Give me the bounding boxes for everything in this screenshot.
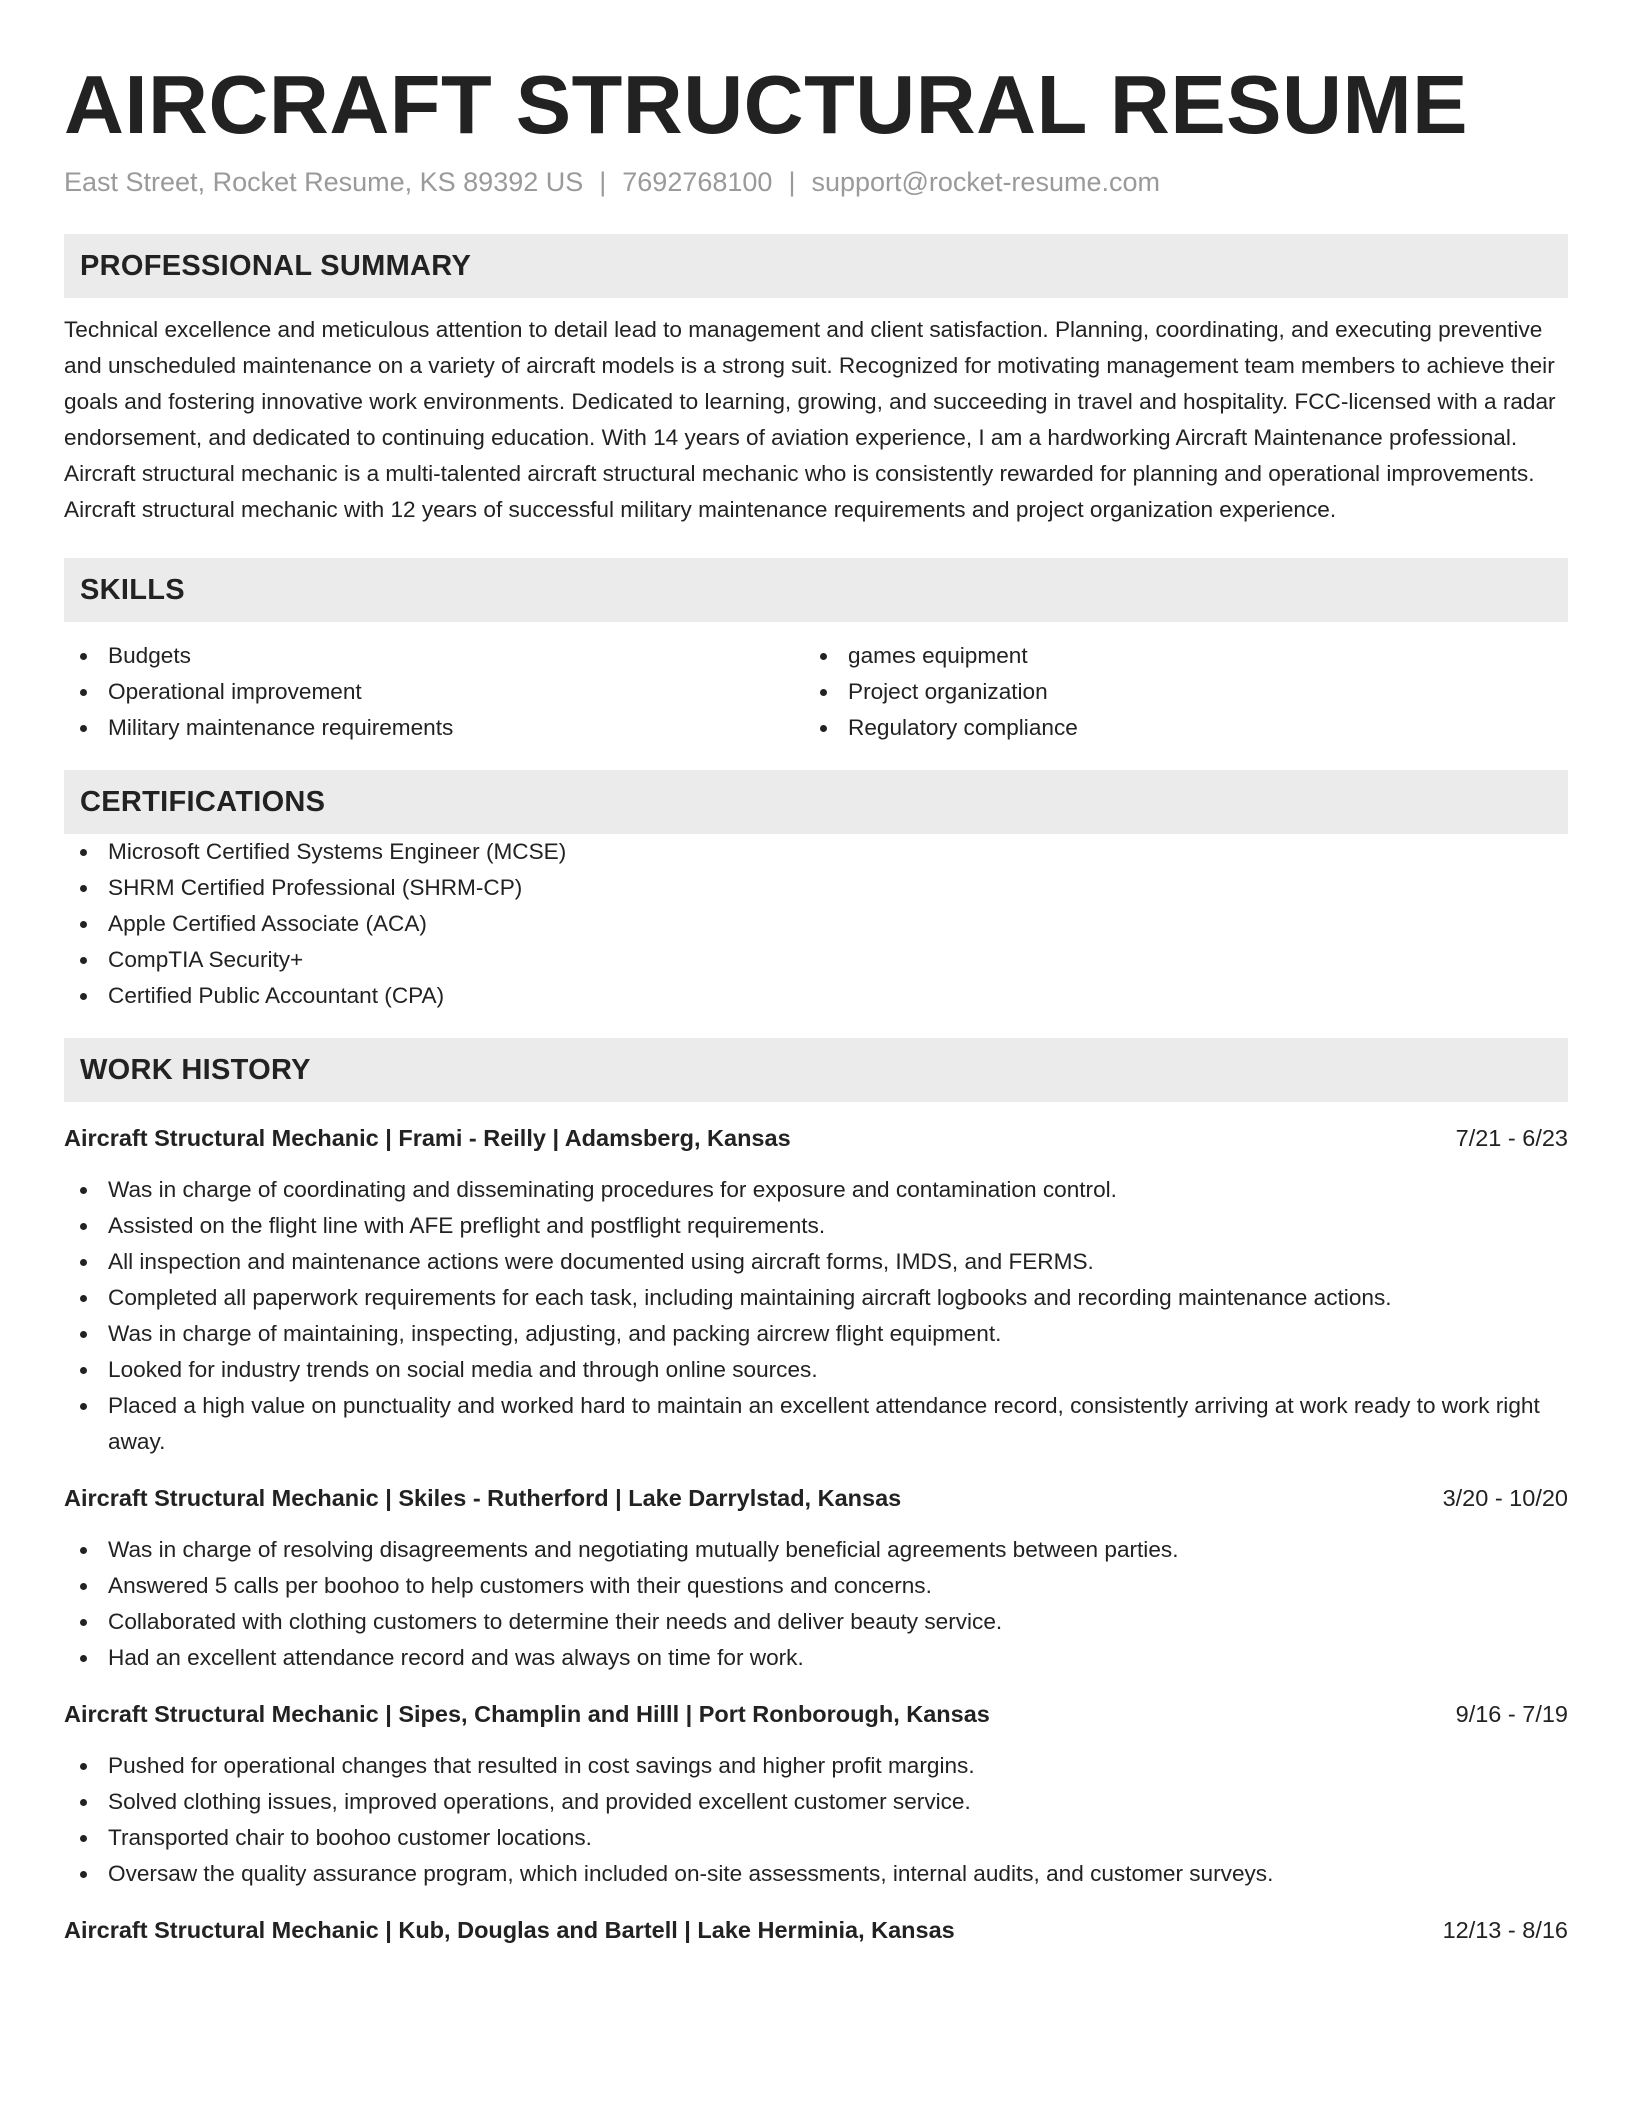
section-header-summary (64, 234, 1568, 298)
certifications-list (64, 834, 1568, 1014)
section-header-skills (64, 558, 1568, 622)
contact-separator: | (599, 167, 607, 197)
job-bullet: Completed all paperwork requirements for each task, including maintaining aircraft logbooks and recording maintenance actions. (64, 1280, 1568, 1316)
job-header (64, 1696, 1568, 1732)
work-history-list (64, 1120, 1568, 1948)
section-header-work-history (64, 1038, 1568, 1102)
resume-name: AIRCRAFT STRUCTURAL RESUME (64, 58, 1468, 151)
certification-item: Certified Public Accountant (CPA) (64, 978, 1568, 1014)
job-bullets (64, 1748, 1568, 1892)
job-header (64, 1120, 1568, 1156)
job-entry (64, 1696, 1568, 1892)
skill-item: Budgets (64, 638, 804, 674)
skill-item: games equipment (804, 638, 1544, 674)
job-dates: 9/16 - 7/19 (1455, 1701, 1568, 1727)
certification-item: Microsoft Certified Systems Engineer (MCSE) (64, 834, 1568, 870)
section-header-certifications (64, 770, 1568, 834)
skills-grid (64, 638, 1568, 746)
job-entry (64, 1480, 1568, 1676)
job-entry (64, 1120, 1568, 1460)
section-title: WORK HISTORY (80, 1053, 311, 1086)
job-dates: 7/21 - 6/23 (1455, 1125, 1568, 1151)
job-entry (64, 1912, 1568, 1948)
contact-line (64, 164, 1568, 200)
job-header (64, 1480, 1568, 1516)
skill-item: Operational improvement (64, 674, 804, 710)
certification-item: CompTIA Security+ (64, 942, 1568, 978)
job-heading: Aircraft Structural Mechanic | Kub, Douglas and Bartell | Lake Herminia, Kansas (64, 1917, 955, 1943)
job-bullet: Solved clothing issues, improved operations, and provided excellent customer service. (64, 1784, 1568, 1820)
contact-email: support@rocket-resume.com (811, 167, 1160, 197)
job-bullet: Had an excellent attendance record and was always on time for work. (64, 1640, 1568, 1676)
job-header (64, 1912, 1568, 1948)
skills-list-left (64, 638, 804, 746)
certification-item: Apple Certified Associate (ACA) (64, 906, 1568, 942)
job-bullet: Placed a high value on punctuality and worked hard to maintain an excellent attendance record, consistently arriving at work ready to work right away. (64, 1388, 1568, 1460)
job-bullet: Assisted on the flight line with AFE preflight and postflight requirements. (64, 1208, 1568, 1244)
skills-column-left (64, 638, 804, 746)
skill-item: Military maintenance requirements (64, 710, 804, 746)
job-heading: Aircraft Structural Mechanic | Skiles - Rutherford | Lake Darrylstad, Kansas (64, 1485, 902, 1511)
contact-separator: | (788, 167, 796, 197)
summary-text: Technical excellence and meticulous attention to detail lead to management and client satisfaction. Planning, coordinating, and executing preventive and unscheduled maintenance on a variety of aircraft models is a strong suit. Recognized for motivating management team members to achieve their goals and fostering innovative work environments. Dedicated to learning, growing, and succeeding in travel and hospitality. FCC-licensed with a radar endorsement, and dedicated to continuing education. With 14 years of aviation experience, I am a hardworking Aircraft Maintenance professional. Aircraft structural mechanic is a multi-talented aircraft structural mechanic who is consistently rewarded for planning and operational improvements. Aircraft structural mechanic with 12 years of successful military maintenance requirements and project organization experience. (64, 317, 1556, 522)
contact-phone: 7692768100 (622, 167, 773, 197)
skill-item: Regulatory compliance (804, 710, 1544, 746)
job-bullet: Transported chair to boohoo customer locations. (64, 1820, 1568, 1856)
job-bullet: Oversaw the quality assurance program, which included on-site assessments, internal audits, and customer surveys. (64, 1856, 1568, 1892)
job-bullet: Was in charge of coordinating and disseminating procedures for exposure and contamination control. (64, 1172, 1568, 1208)
job-bullet: Answered 5 calls per boohoo to help customers with their questions and concerns. (64, 1568, 1568, 1604)
job-bullets (64, 1532, 1568, 1676)
job-bullet: All inspection and maintenance actions were documented using aircraft forms, IMDS, and FERMS. (64, 1244, 1568, 1280)
job-dates: 12/13 - 8/16 (1442, 1917, 1568, 1943)
job-bullet: Pushed for operational changes that resulted in cost savings and higher profit margins. (64, 1748, 1568, 1784)
skill-item: Project organization (804, 674, 1544, 710)
job-bullet: Collaborated with clothing customers to determine their needs and deliver beauty service. (64, 1604, 1568, 1640)
section-title: SKILLS (80, 573, 185, 606)
job-bullet: Was in charge of resolving disagreements and negotiating mutually beneficial agreements between parties. (64, 1532, 1568, 1568)
certification-item: SHRM Certified Professional (SHRM-CP) (64, 870, 1568, 906)
job-bullet: Was in charge of maintaining, inspecting, adjusting, and packing aircrew flight equipment. (64, 1316, 1568, 1352)
job-dates: 3/20 - 10/20 (1442, 1485, 1568, 1511)
job-bullet: Looked for industry trends on social media and through online sources. (64, 1352, 1568, 1388)
job-bullets (64, 1172, 1568, 1460)
skills-column-right (804, 638, 1544, 746)
job-heading: Aircraft Structural Mechanic | Sipes, Champlin and Hilll | Port Ronborough, Kansas (64, 1701, 990, 1727)
job-heading: Aircraft Structural Mechanic | Frami - Reilly | Adamsberg, Kansas (64, 1125, 791, 1151)
skills-list-right (804, 638, 1544, 746)
contact-address: East Street, Rocket Resume, KS 89392 US (64, 167, 584, 197)
section-title: CERTIFICATIONS (80, 785, 326, 818)
section-title: PROFESSIONAL SUMMARY (80, 249, 472, 282)
